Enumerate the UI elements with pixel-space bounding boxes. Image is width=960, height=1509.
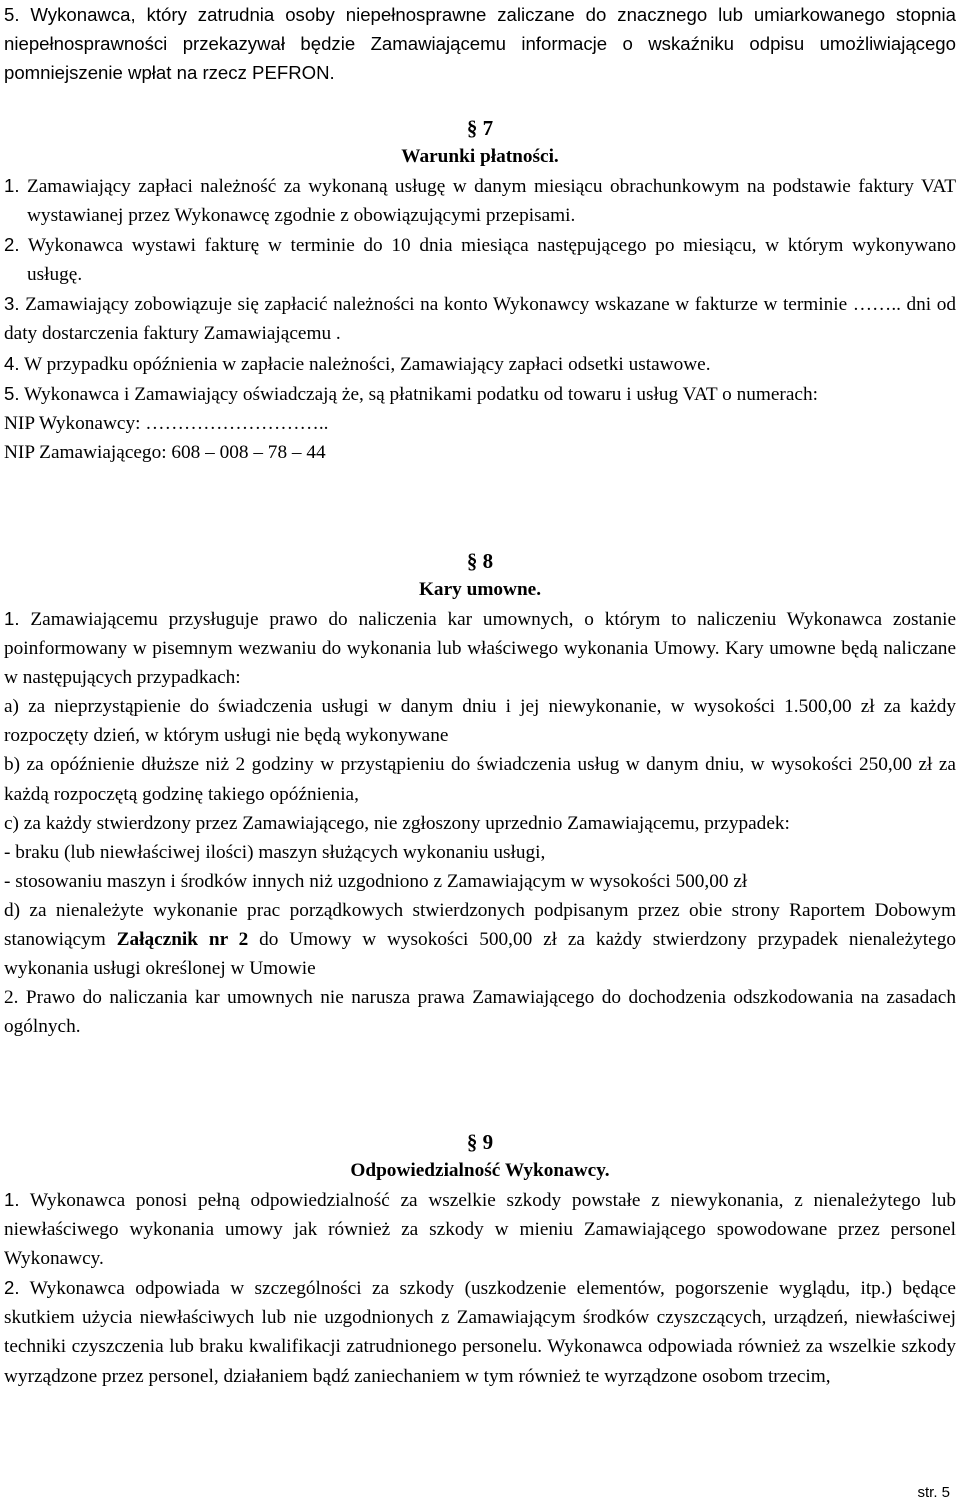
section-7-item-5-num: 5. [4,382,20,404]
penalty-b: b) za opóźnienie dłuższe niż 2 godziny w przystąpieniu do świadczenia usług w danym dniu, w wysokości 250,00 zł za każdą rozpoczętą godzinę takiego opóźnienia, [4,754,956,805]
section-7-item-1-text: Zamawiający zapłaci należność za wykonaną usługę w danym miesiącu obrachunkowym na podstawie faktury VAT wystawianej przez Wykonawcę zgodnie z obowiązującymi przepisami. [26,176,956,227]
section-7-item-1-num: 1. [4,175,20,196]
section-7 [4,113,956,467]
item-5-text: 5. Wykonawca, który zatrudnia osoby niepełnosprawne zaliczane do znacznego lub umiarkowanego stopnia niepełnosprawności przekazywał będzie Zamawiającemu informacje o wskaźniku odpisu umożliwiającego pomniejszenie wpłat na rzecz PEFRON. [4,4,956,84]
section-9-item-2-text: Wykonawca odpowiada w szczególności za szkody (uszkodzenie elementów, pogorszenie wyglądu, itp.) będące skutkiem użycia niewłaściwych lub nie uzgodnionych z Zamawiającym środków czyszczących, urządzeń, niewłaściwej techniki czyszczenia lub braku kwalifikacji zatrudnionego personelu. [4,1278,956,1358]
section-7-item-2-num: 2. [4,234,20,256]
section-8-item-2: 2. Prawo do naliczania kar umownych nie narusza prawa Zamawiającego do dochodzenia odszkodowania na zasadach ogólnych. [4,987,956,1038]
penalty-d-post: do Umowy w wysokości 500,00 zł za każdy stwierdzony przypadek nienależytego wykonania usługi określonej w Umowie [4,929,956,980]
section-8-item-1-num: 1. [4,608,20,629]
penalty-c: c) za każdy stwierdzony przez Zamawiającego, nie zgłoszony uprzednio Zamawiającemu, przypadek: [4,812,790,834]
section-7-item-3-num: 3. [4,293,20,315]
page-number: str. 5 [917,1484,950,1501]
section-7-item-2-text: Wykonawca wystawi fakturę w terminie do 10 dnia miesiąca następującego po miesiącu, w którym wykonywano usługę. [27,235,956,286]
section-8-title: Kary umowne. [418,579,542,600]
section-9-item-2-text-cont: Wykonawca odpowiada również za wszelkie szkody wyrządzone przez personel, działaniem bądź zaniechaniem w tym również te wyrządzone osobom trzecim, [4,1336,956,1387]
section-7-item-3-text: Zamawiający zobowiązuje się zapłacić należności na konto Wykonawcy wskazane w fakturze w terminie …….. dni od daty dostarczenia faktury Zamawiającemu . [4,294,956,345]
section-9 [4,1127,956,1391]
penalty-d-pre: d) za nienależyte wykonanie prac porządkowych stwierdzonych podpisanym przez obie strony Raportem Dobowym stanowiącym [4,899,956,951]
penalty-c-1: - braku (lub niewłaściwej ilości) maszyn służących wykonaniu usługi, [4,841,546,863]
section-7-symbol: § 7 [466,116,494,140]
section-7-item-1 [4,171,956,230]
item-5-block [4,0,956,87]
penalty-c-2: - stosowaniu maszyn i środków innych niż uzgodniono z Zamawiającym w wysokości 500,00 zł [4,870,748,892]
section-7-item-4-text: W przypadku opóźnienia w zapłacie należności, Zamawiający zapłaci odsetki ustawowe. [24,353,711,375]
section-9-item-1-text: Wykonawca ponosi pełną odpowiedzialność za wszelkie szkody powstałe z niewykonania, z nienależytego lub niewłaściwego wykonania umowy jak również za szkody w mieniu Zamawiającego spowodowane przez personel Wykonawcy. [4,1190,956,1270]
section-9-title: Odpowiedzialność Wykonawcy. [350,1160,610,1181]
section-7-item-4-num: 4. [4,352,20,374]
section-8-item-1-cases-intro: Kary umowne będą naliczane w następujących przypadkach: [4,638,956,689]
penalty-d [4,896,956,983]
section-8-item-1 [4,604,956,692]
section-9-item-1 [4,1185,956,1273]
section-7-item-4 [4,349,956,379]
nip-zamawiajacego: NIP Zamawiającego: 608 – 008 – 78 – 44 [4,441,326,463]
section-7-item-2 [4,230,956,289]
penalty-a: a) za nieprzystąpienie do świadczenia usługi w danym dniu i jej niewykonanie, w wysokości 1.500,00 zł za każdy rozpoczęty dzień, w którym usługi nie będą wykonywane [4,696,956,747]
section-7-item-5-text: Wykonawca i Zamawiający oświadczają że, są płatnikami podatku od towaru i usług VAT o numerach: [24,383,818,405]
section-9-item-2 [4,1273,956,1390]
section-9-symbol: § 9 [466,1130,494,1154]
section-9-item-1-num: 1. [4,1189,20,1210]
section-8-symbol: § 8 [466,549,494,573]
penalty-d-attachment: Załącznik nr 2 [116,929,249,951]
section-7-item-5 [4,379,956,409]
section-8 [4,546,956,1041]
section-9-item-2-num: 2. [4,1277,20,1299]
section-7-item-3 [4,289,956,348]
nip-wykonawcy: NIP Wykonawcy: ……………………….. [4,412,329,434]
section-8-item-1-text: Zamawiającemu przysługuje prawo do naliczenia kar umownych, o którym to naliczeniu Wykonawca zostanie poinformowany w pisemnym wezwaniu do wykonania lub właściwego wykonania Umowy. [4,609,957,660]
section-7-title: Warunki płatności. [401,146,559,167]
